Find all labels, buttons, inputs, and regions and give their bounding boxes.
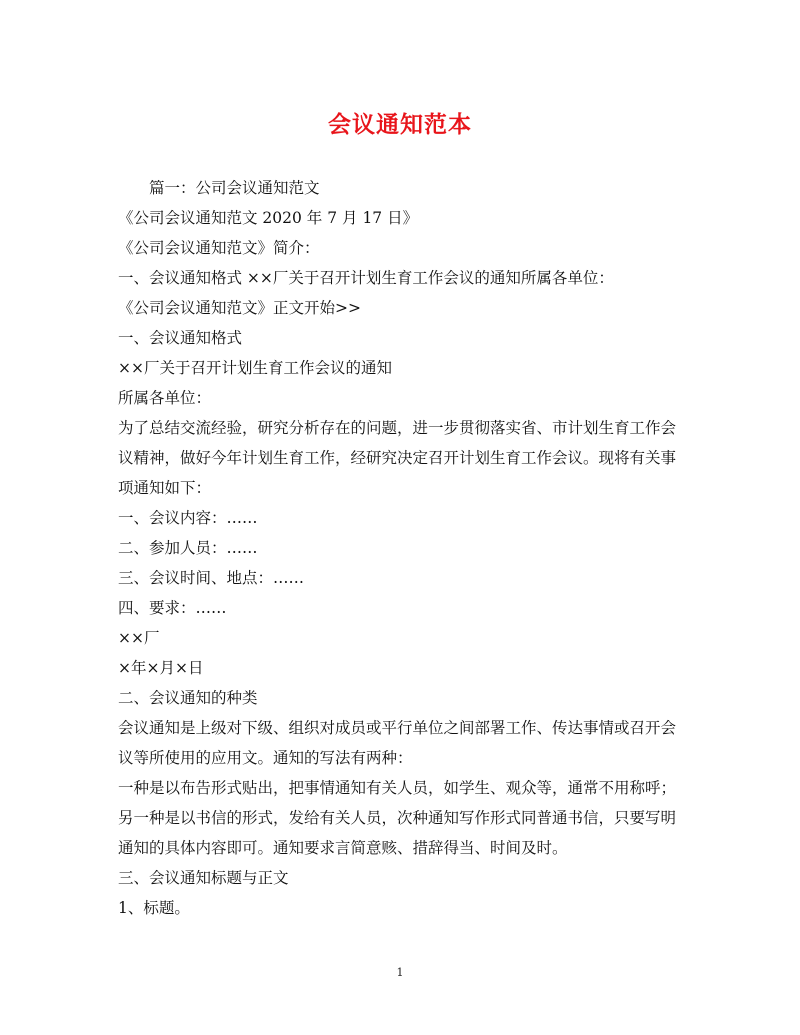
document-title: 会议通知范本 [328,111,472,138]
text-line: ××厂 [118,629,160,647]
text-line: 为了总结交流经验，研究分析存在的问题，进一步贯彻落实省、市计划生育工作会 [118,419,677,437]
text-line: 会议通知是上级对下级、组织对成员或平行单位之间部署工作、传达事情或召开会 [118,719,677,737]
text-line: 项通知如下： [118,479,212,497]
text-line: 《公司会议通知范文》简介： [118,239,320,257]
text-line: 另一种是以书信的形式，发给有关人员，次种通知写作形式同普通书信，只要写明 [118,809,677,827]
text-line: 《公司会议通知范文 2020 年 7 月 17 日》 [118,209,419,227]
text-line: 所属各单位： [118,389,212,407]
text-line: 议等所使用的应用文。通知的写法有两种： [118,749,413,767]
text-line: 1、标题。 [118,899,190,917]
text-line: 一、会议内容：…… [118,509,258,527]
text-line: 一、会议通知格式 [118,329,243,347]
text-line: ××厂关于召开计划生育工作会议的通知 [118,359,392,377]
text-line: 《公司会议通知范文》正文开始>> [118,299,361,317]
text-line: 三、会议通知标题与正文 [118,869,289,887]
text-line: 四、要求：…… [118,599,227,617]
text-line: 篇一：公司会议通知范文 [149,179,320,197]
text-line: 三、会议时间、地点：…… [118,569,305,587]
text-line: 通知的具体内容即可。通知要求言简意赅、措辞得当、时间及时。 [118,839,568,857]
text-line: ×年×月×日 [118,659,204,677]
text-line: 议精神，做好今年计划生育工作，经研究决定召开计划生育工作会议。现将有关事 [118,449,677,467]
text-line: 二、会议通知的种类 [118,689,258,707]
document-body [118,173,688,923]
page-number: 1 [396,966,404,979]
text-line: 一种是以布告形式贴出，把事情通知有关人员，如学生、观众等，通常不用称呼； [118,779,677,797]
text-line: 二、参加人员：…… [118,539,258,557]
text-line: 一、会议通知格式 ××厂关于召开计划生育工作会议的通知所属各单位： [118,269,614,287]
